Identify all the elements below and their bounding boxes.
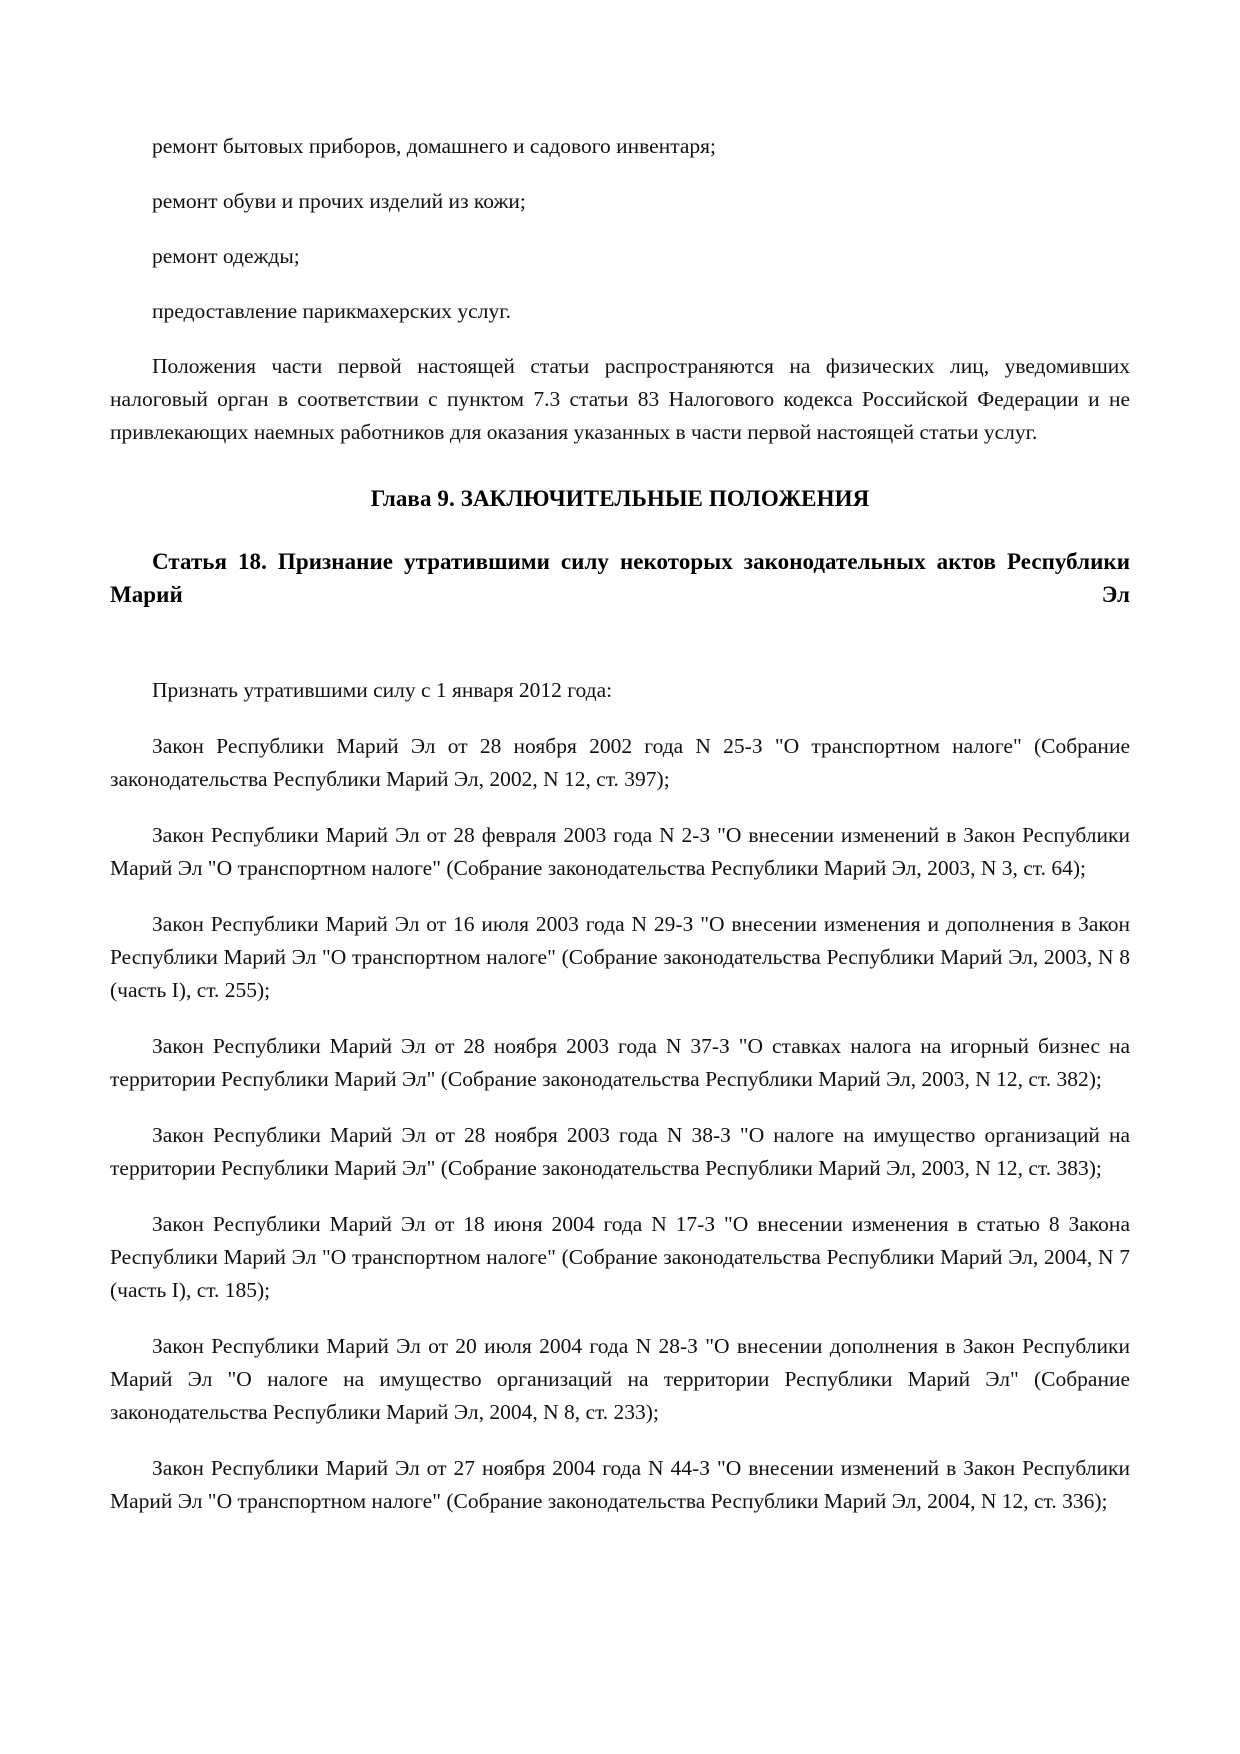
spacer [110, 449, 1130, 483]
repealed-law-item: Закон Республики Марий Эл от 18 июня 2004 года N 17-З "О внесении изменения в статью 8 Закона Республики Марий Эл "О транспортном налоге" (Собрание законодательства Республики Марий Эл, 2004, N 7 (часть I), ст. 185); [110, 1212, 1130, 1302]
spacer [110, 163, 1130, 185]
repealed-law-item: Закон Республики Марий Эл от 28 ноября 2002 года N 25-З "О транспортном налоге" (Собрание законодательства Республики Марий Эл, 2002, N 12, ст. 397); [110, 734, 1130, 791]
repealed-law-item: Закон Республики Марий Эл от 28 ноября 2003 года N 38-З "О налоге на имущество организаций на территории Республики Марий Эл" (Собрание законодательства Республики Марий Эл, 2003, N 12, ст. 383); [110, 1123, 1130, 1180]
spacer [110, 328, 1130, 350]
spacer [110, 1185, 1130, 1208]
repealed-law-item: Закон Республики Марий Эл от 20 июля 2004 года N 28-З "О внесении дополнения в Закон Республики Марий Эл "О налоге на имущество организаций на территории Республики Марий Эл" (Собрание законодательства Республики Марий Эл, 2004, N 8, ст. 233); [110, 1334, 1130, 1424]
article-intro: Признать утратившими силу с 1 января 2012 года: [152, 678, 613, 702]
spacer [110, 796, 1130, 819]
spacer [110, 707, 1130, 730]
provisions-paragraph: Положения части первой настоящей статьи распространяются на физических лиц, уведомивших налоговый орган в соответствии с пунктом 7.3 статьи 83 Налогового кодекса Российской Федерации и не привлекающих наемных работников для оказания указанных в части первой настоящей статьи услуг. [110, 354, 1130, 444]
spacer [110, 1096, 1130, 1119]
spacer [110, 515, 1130, 545]
repealed-law-item: Закон Республики Марий Эл от 16 июля 2003 года N 29-З "О внесении изменения и дополнения в Закон Республики Марий Эл "О транспортном налоге" (Собрание законодательства Республики Марий Эл, 2003, N 8 (часть I), ст. 255); [110, 912, 1130, 1002]
chapter-heading: Глава 9. ЗАКЛЮЧИТЕЛЬНЫЕ ПОЛОЖЕНИЯ [370, 486, 870, 511]
service-list-item: ремонт обуви и прочих изделий из кожи; [152, 189, 526, 213]
service-list-item: предоставление парикмахерских услуг. [152, 299, 511, 323]
service-list-item: ремонт одежды; [152, 244, 300, 268]
spacer [110, 273, 1130, 295]
spacer [110, 1307, 1130, 1330]
repealed-law-item: Закон Республики Марий Эл от 28 февраля 2003 года N 2-З "О внесении изменений в Закон Республики Марий Эл "О транспортном налоге" (Собрание законодательства Республики Марий Эл, 2003, N 3, ст. 64); [110, 823, 1130, 880]
spacer [110, 218, 1130, 240]
spacer [110, 1429, 1130, 1452]
service-list-item: ремонт бытовых приборов, домашнего и садового инвентаря; [152, 134, 717, 158]
spacer [110, 885, 1130, 908]
article-heading: Статья 18. Признание утратившими силу некоторых законодательных актов Республики Марий Эл [110, 549, 1130, 607]
repealed-law-item: Закон Республики Марий Эл от 28 ноября 2003 года N 37-З "О ставках налога на игорный бизнес на территории Республики Марий Эл" (Собрание законодательства Республики Марий Эл, 2003, N 12, ст. 382); [110, 1034, 1130, 1091]
repealed-law-item: Закон Республики Марий Эл от 27 ноября 2004 года N 44-З "О внесении изменений в Закон Республики Марий Эл "О транспортном налоге" (Собрание законодательства Республики Марий Эл, 2004, N 12, ст. 336); [110, 1456, 1130, 1513]
spacer [110, 1007, 1130, 1030]
document-body [110, 130, 1130, 1518]
spacer [110, 644, 1130, 674]
